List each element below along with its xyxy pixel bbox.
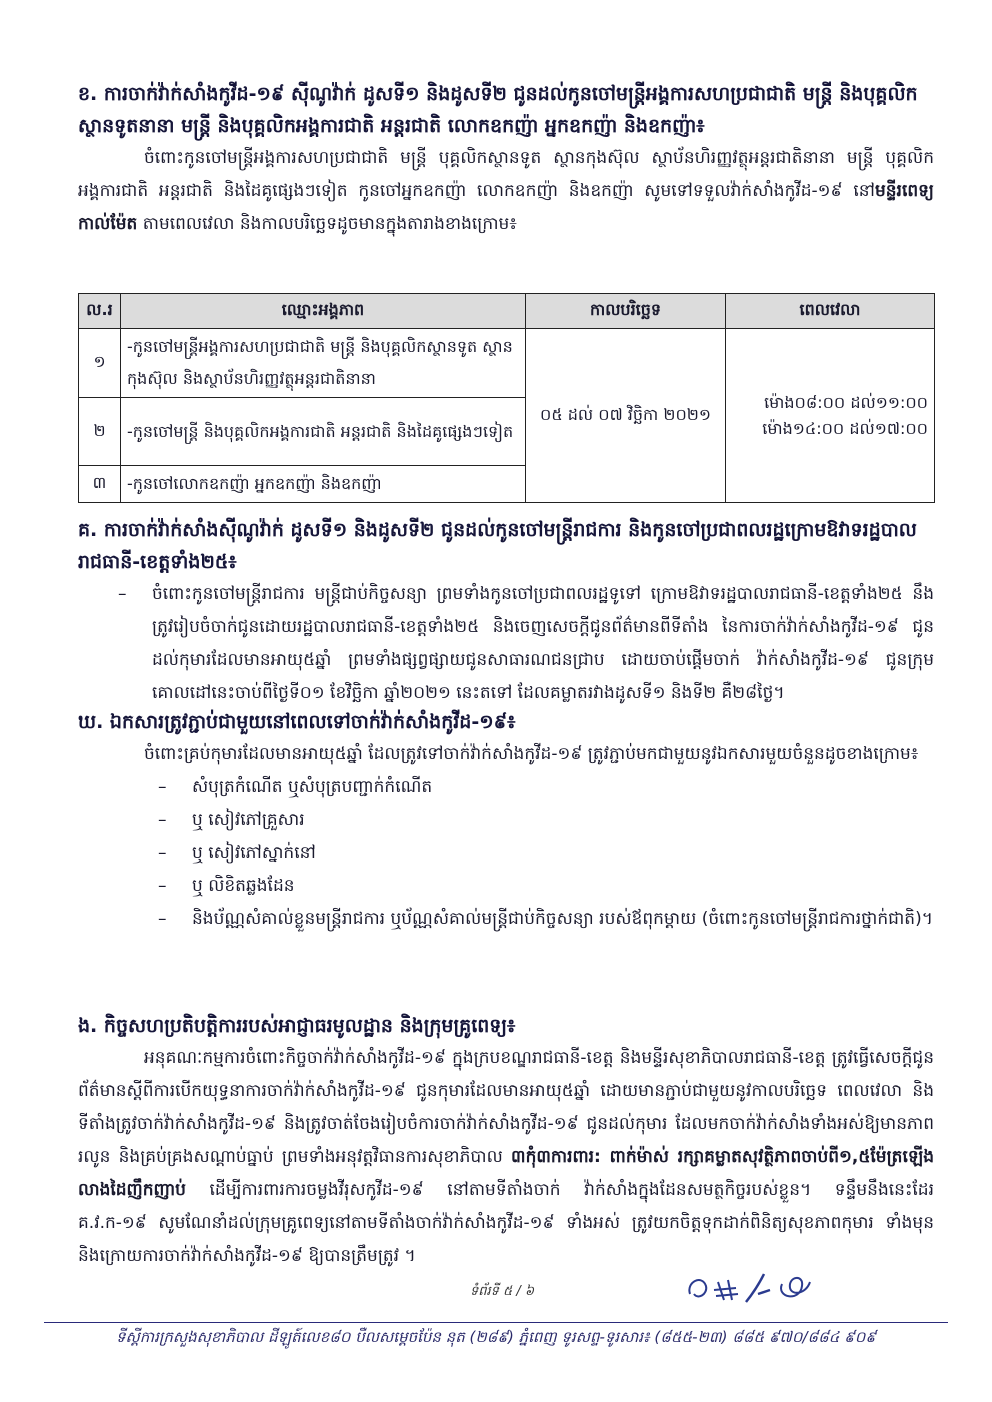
header-organization: ឈ្មោះអង្គភាព (121, 294, 526, 329)
table-header-row (79, 294, 935, 329)
schedule-time (726, 329, 935, 503)
section-kha-text-1: ចំពោះកូនចៅមន្ត្រីអង្គការសហប្រជាជាតិ មន្ត្រី បុគ្គលិកស្ថានទូត ស្ថានកុងស៊ុល ស្ថាប័នហិរញ្ញវត្ថុអន្តរជាតិនានា មន្ត្រី បុគ្គលិកអង្គការជាតិ អន្តរជាតិ និងដៃគូផ្សេងៗទៀត កូនចៅអ្នកឧកញ៉ា លោកឧកញ៉ា និងឧកញ៉ា សូមទៅទទួលវ៉ាក់សាំងកូវីដ-១៩ នៅ (78, 148, 934, 201)
time-morning: ម៉ោង០៨:០០ ដល់១១:០០ (764, 392, 928, 412)
footer-divider (44, 1322, 948, 1323)
section-ko-list (118, 578, 934, 710)
row-number: ១ (79, 329, 121, 398)
document-item: និងប័ណ្ណសំគាល់ខ្លួនមន្ត្រីរាជការ ឬប័ណ្ណសំគាល់មន្ត្រីជាប់កិច្ចសន្យា របស់ឪពុកម្តាយ (ចំពោះកូនចៅមន្ត្រីរាជការថ្នាក់ជាតិ)។ (192, 909, 933, 929)
section-kho-heading: ឃ. ឯកសារត្រូវភ្ជាប់ជាមួយនៅពេលទៅចាក់វ៉ាក់សាំងកូវីដ-១៩៖ (78, 711, 516, 733)
list-item (158, 903, 934, 936)
time-afternoon: ម៉ោង១៤:០០ ដល់១៧:០០ (762, 418, 928, 438)
section-kho-intro: ចំពោះគ្រប់កុមារដែលមានអាយុ៥ឆ្នាំ ដែលត្រូវទៅចាក់វ៉ាក់សាំងកូវីដ-១៩ ត្រូវភ្ជាប់មកជាមួយនូវឯកសារមួយចំនួនដូចខាងក្រោម៖ (144, 744, 919, 764)
section-kho (78, 706, 934, 936)
header-time: ពេលវេលា (726, 294, 935, 329)
row-number: ៣ (79, 466, 121, 503)
section-kha-text-2: តាមពេលវេលា និងកាលបរិច្ឆេទដូចមានក្នុងតារាងខាងក្រោម៖ (137, 214, 517, 234)
section-ko (78, 514, 934, 710)
section-ng-heading: ង. កិច្ចសហប្រតិបត្តិការរបស់អាជ្ញាធរមូលដ្ឋាន និងក្រុមគ្រូពេទ្យ៖ (78, 1015, 516, 1037)
initials-signature (684, 1264, 834, 1314)
footer-address: ទីស្តីការក្រសួងសុខាភិបាល ដីឡូត៍លេខ៨០ បឺលសម្តេចប៉ែន នុត (២៨៩) ភ្នំពេញ ទូរសព្ទ-ទូរសារ៖ (៨៥៥-២៣) ៨៨៥ ៩៧០/៨៨៤ ៩០៩ (116, 1328, 876, 1346)
section-ng (78, 1010, 934, 1273)
schedule-date: ០៥ ដល់ ០៧ វិច្ឆិកា ២០២១ (526, 329, 726, 503)
document-item: ឬ សៀវភៅស្នាក់នៅ (192, 843, 316, 863)
header-number: ល.រ (79, 294, 121, 329)
list-item (158, 804, 934, 837)
section-ko-bullet-text: ចំពោះកូនចៅមន្ត្រីរាជការ មន្ត្រីជាប់កិច្ចសន្យា ព្រមទាំងកូនចៅប្រជាពលរដ្ឋទូទៅ ក្រោមឱវាទរដ្ឋបាលរាជធានី-ខេត្តទាំង២៥ នឹងត្រូវរៀបចំចាក់ជូនដោយរដ្ឋបាលរាជធានី-ខេត្តទាំង២៥ និងចេញសេចក្តីជូនព័ត៌មានពីទីតាំង នៃការចាក់វ៉ាក់សាំងកូវីដ-១៩ ជូនដល់កុមារដែលមានអាយុ៥ឆ្នាំ ព្រមទាំងផ្សព្វផ្សាយជូនសាធារណជនជ្រាប ដោយចាប់ផ្តើមចាក់ វ៉ាក់សាំងកូវីដ-១៩ ជូនក្រុមគោលដៅនេះចាប់ពីថ្ងៃទី០១ ខែវិច្ឆិកា ឆ្នាំ២០២១ នេះតទៅ ដែលគម្លាតរវាងដូសទី១ និងទី២ គឺ២៨ថ្ងៃ។ (152, 584, 934, 703)
section-ng-text-1: អនុគណៈកម្មការចំពោះកិច្ចចាក់វ៉ាក់សាំងកូវីដ-១៩ ក្នុងក្របខណ្ឌរាជធានី-ខេត្ត និងមន្ទីរសុខាភិបាលរាជធានី-ខេត្ត ត្រូវធ្វើសេចក្តីជូនព័ត៌មានស្តីពីការបើកយុទ្ធនាការចាក់វ៉ាក់សាំងកូវីដ-១៩ ជូនកុមារដែលមានអាយុ៥ឆ្នាំ ដោយមានភ្ជាប់ជាមួយនូវកាលបរិច្ឆេទ ពេលវេលា និងទីតាំងត្រូវចាក់វ៉ាក់សាំងកូវីដ-១៩ និងត្រូវចាត់ចែងរៀបចំការចាក់វ៉ាក់សាំងកូវីដ-១៩ ជូនដល់កុមារ ដែលមកចាក់វ៉ាក់សាំងទាំងអស់ឱ្យមានភាពរលូន និងគ្រប់គ្រងសណ្តាប់ធ្នាប់ ព្រមទាំងអនុវត្តវិធានការសុខាភិបាល (78, 1048, 934, 1167)
dash-bullet: – (118, 584, 127, 604)
row-organization: -កូនចៅលោកឧកញ៉ា អ្នកឧកញ៉ា និងឧកញ៉ា (121, 466, 526, 503)
calmette-hospital: មន្ទីរពេទ្យកាល់ម៉ែត (78, 181, 934, 234)
section-kha-heading: ខ. ការចាក់វ៉ាក់សាំងកូវីដ-១៩ ស៊ីណូវ៉ាក់ ដូសទី១ និងដូសទី២ ជូនដល់កូនចៅមន្ត្រីអង្គការសហប្រជាជាតិ មន្ត្រី និងបុគ្គលិក ស្ថានទូតនានា មន្ត្រី និងបុគ្គលិកអង្គការជាតិ អន្តរជាតិ លោកឧកញ៉ា អ្នកឧកញ៉ា និងឧកញ៉ា៖ (78, 83, 918, 137)
dash-bullet: – (158, 810, 167, 830)
header-date: កាលបរិច្ឆេទ (526, 294, 726, 329)
row-organization: -កូនចៅមន្ត្រីអង្គការសហប្រជាជាតិ មន្ត្រី និងបុគ្គលិកស្ថានទូត ស្ថានកុងស៊ុល និងស្ថាប័នហិរញ្ញវត្ថុអន្តរជាតិនានា (121, 329, 526, 398)
list-item (118, 578, 934, 710)
page-number: ទំព័រទី ៥ / ៦ (470, 1284, 535, 1299)
section-kha (78, 78, 934, 241)
row-organization: -កូនចៅមន្ត្រី និងបុគ្គលិកអង្គការជាតិ អន្តរជាតិ និងដៃគូផ្សេងៗទៀត (121, 398, 526, 466)
dash-bullet: – (158, 909, 167, 929)
section-kha-paragraph (78, 142, 934, 241)
dash-bullet: – (158, 777, 167, 797)
list-item (158, 771, 934, 804)
dash-bullet: – (158, 876, 167, 896)
schedule-table (78, 293, 935, 503)
section-ng-text-2: ដើម្បីការពារការចម្លងវីរុសកូវីដ-១៩ នៅតាមទីតាំងចាក់ វ៉ាក់សាំងក្នុងដែនសមត្ថកិច្ចរបស់ខ្លួន។ ទន្ទឹមនឹងនេះដែរ គ.វ.ក-១៩ សូមណែនាំដល់ក្រុមគ្រូពេទ្យនៅតាមទីតាំងចាក់វ៉ាក់សាំងកូវីដ-១៩ ទាំងអស់ ត្រូវយកចិត្តទុកដាក់ពិនិត្យសុខភាពកុមារ ទាំងមុន និងក្រោយការចាក់វ៉ាក់សាំងកូវីដ-១៩ ឱ្យបានត្រឹមត្រូវ ។ (78, 1180, 934, 1266)
health-measures: ៣កុំ៣ការពារ: ពាក់ម៉ាស់ រក្សាគម្លាតសុវត្ថិភាពចាប់ពី១,៥ម៉ែត្រឡើង លាងដៃញឹកញាប់ (78, 1147, 934, 1200)
document-item: សំបុត្រកំណើត ឬសំបុត្របញ្ជាក់កំណើត (192, 777, 433, 797)
section-ng-paragraph (78, 1042, 934, 1273)
document-item: ឬ លិខិតឆ្លងដែន (192, 876, 295, 896)
section-ko-heading: គ. ការចាក់វ៉ាក់សាំងស៊ីណូវ៉ាក់ ដូសទី១ និងដូសទី២ ជូនដល់កូនចៅមន្ត្រីរាជការ និងកូនចៅប្រជាពលរដ្ឋក្រោមឱវាទរដ្ឋបាលរាជធានី-ខេត្តទាំង២៥៖ (78, 519, 917, 573)
documents-list (158, 771, 934, 936)
document-item: ឬ សៀវភៅគ្រួសារ (192, 810, 305, 830)
table-row (79, 329, 935, 398)
row-number: ២ (79, 398, 121, 466)
list-item (158, 837, 934, 870)
list-item (158, 870, 934, 903)
dash-bullet: – (158, 843, 167, 863)
